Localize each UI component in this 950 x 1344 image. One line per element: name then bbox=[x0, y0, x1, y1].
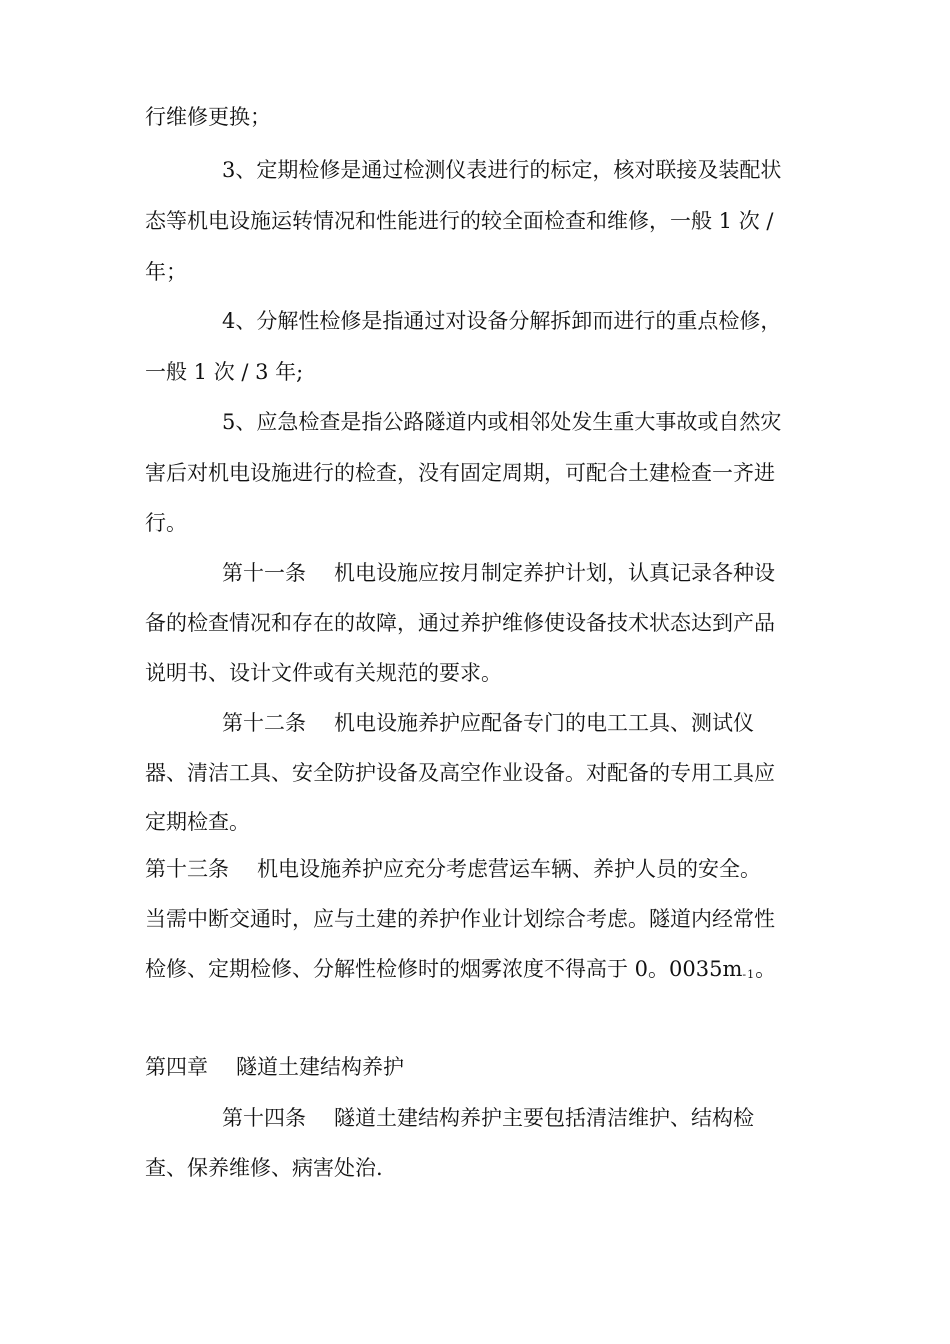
text-line bbox=[145, 955, 845, 987]
paragraph-text: 5、应急检查是指公路隧道内或相邻处发生重大事故或自然灾 bbox=[222, 410, 782, 434]
chapter-label: 第四章 bbox=[145, 1055, 208, 1079]
text-line bbox=[222, 156, 922, 184]
paragraph-text: 当需中断交通时，应与土建的养护作业计划综合考虑。隧道内经常性 bbox=[145, 907, 775, 931]
text-line bbox=[222, 307, 922, 335]
text-line bbox=[145, 759, 845, 787]
paragraph-text: 年； bbox=[145, 260, 187, 284]
chapter-title: 隧道土建结构养护 bbox=[236, 1055, 404, 1079]
paragraph-text: 机电设施应按月制定养护计划，认真记录各种设 bbox=[334, 561, 775, 585]
unit-exponent: -1 bbox=[742, 968, 756, 981]
paragraph-text: 检修、定期检修、分解性检修时的烟雾浓度不得高于 0。0035m bbox=[145, 957, 743, 981]
text-line bbox=[145, 459, 845, 487]
text-line bbox=[222, 709, 922, 737]
text-line bbox=[145, 808, 845, 836]
article-label: 第十一条 bbox=[222, 561, 306, 585]
article-label: 第十三条 bbox=[145, 857, 229, 881]
text-line bbox=[145, 1154, 845, 1182]
text-line bbox=[222, 408, 922, 436]
paragraph-text: 机电设施养护应配备专门的电工工具、测试仪 bbox=[334, 711, 754, 735]
article-label: 第十四条 bbox=[222, 1106, 306, 1130]
text-line bbox=[145, 905, 845, 933]
text-line bbox=[145, 207, 845, 235]
text-line bbox=[145, 509, 845, 537]
paragraph-text: 害后对机电设施进行的检查，没有固定周期，可配合土建检查一齐进 bbox=[145, 461, 775, 485]
paragraph-text: 查、保养维修、病害处治. bbox=[145, 1156, 383, 1180]
paragraph-text: 行。 bbox=[145, 511, 187, 535]
text-line bbox=[145, 855, 845, 883]
text-line bbox=[222, 559, 922, 587]
paragraph-text: 。 bbox=[755, 957, 777, 981]
text-line bbox=[145, 358, 845, 386]
paragraph-text: 器、清洁工具、安全防护设备及高空作业设备。对配备的专用工具应 bbox=[145, 761, 775, 785]
paragraph-text: 行维修更换； bbox=[145, 105, 271, 129]
text-line bbox=[145, 609, 845, 637]
text-line bbox=[222, 1104, 922, 1132]
chapter-heading bbox=[145, 1053, 845, 1081]
text-line bbox=[145, 659, 845, 687]
paragraph-text: 4、分解性检修是指通过对设备分解拆卸而进行的重点检修， bbox=[222, 309, 782, 333]
paragraph-text: 3、定期检修是通过检测仪表进行的标定，核对联接及装配状 bbox=[222, 158, 782, 182]
paragraph-text: 备的检查情况和存在的故障，通过养护维修使设备技术状态达到产品 bbox=[145, 611, 775, 635]
text-line bbox=[145, 103, 845, 131]
paragraph-text: 说明书、设计文件或有关规范的要求。 bbox=[145, 661, 502, 685]
paragraph-text: 定期检查。 bbox=[145, 810, 250, 834]
paragraph-text: 态等机电设施运转情况和性能进行的较全面检查和维修，一般 1 次 / bbox=[145, 209, 774, 233]
paragraph-text: 机电设施养护应充分考虑营运车辆、养护人员的安全。 bbox=[257, 857, 761, 881]
article-label: 第十二条 bbox=[222, 711, 306, 735]
text-line bbox=[145, 258, 845, 286]
paragraph-text: 隧道土建结构养护主要包括清洁维护、结构检 bbox=[334, 1106, 754, 1130]
paragraph-text: 一般 1 次 / 3 年; bbox=[145, 360, 304, 384]
